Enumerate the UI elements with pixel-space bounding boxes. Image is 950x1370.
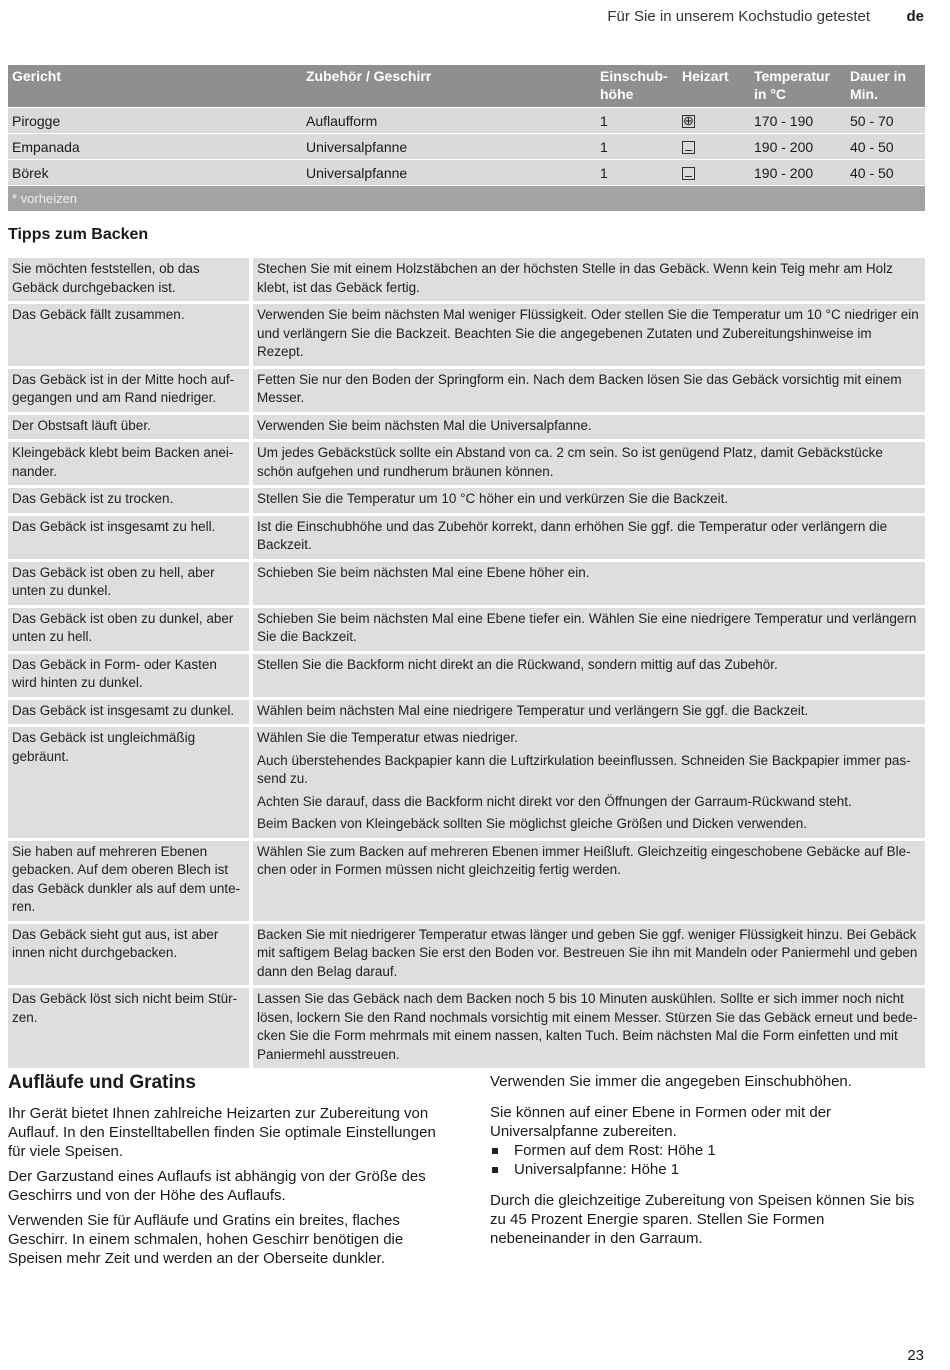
table-row bbox=[8, 108, 925, 134]
tip-solution bbox=[251, 839, 925, 922]
tip-problem: Das Gebäck ist in der Mitte hoch auf-gegangen und am Rand niedriger. bbox=[8, 367, 251, 413]
duration-cell: 40 - 50 bbox=[846, 134, 925, 160]
tip-solution bbox=[251, 560, 925, 606]
tip-problem: Kleingebäck klebt beim Backen anei-nander. bbox=[8, 441, 251, 487]
tip-solution-text: Stellen Sie die Backform nicht direkt an die Rückwand, sondern mittig auf das Zubehör. bbox=[257, 656, 778, 672]
table-header-row bbox=[8, 65, 925, 108]
level-cell: 1 bbox=[596, 160, 678, 186]
tip-solution-text: Stellen Sie die Temperatur um 10 °C höher ein und verkürzen Sie die Backzeit. bbox=[257, 491, 729, 506]
tip-solution bbox=[251, 441, 925, 487]
tip-solution bbox=[251, 652, 925, 698]
tip-problem: Sie möchten feststellen, ob das Gebäck durchgebacken ist. bbox=[8, 258, 251, 303]
tip-problem: Der Obstsaft läuft über. bbox=[8, 413, 251, 441]
tip-solution bbox=[251, 303, 925, 368]
tip-solution bbox=[251, 987, 925, 1070]
accessory-cell: Auflaufform bbox=[302, 108, 596, 134]
tip-problem: Das Gebäck ist insgesamt zu hell. bbox=[8, 514, 251, 560]
tip-solution-text: Achten Sie darauf, dass die Backform nicht direkt vor den Öffnungen der Garraum-Rückwand steht. bbox=[257, 793, 852, 809]
level-cell: 1 bbox=[596, 134, 678, 160]
section-left-column bbox=[8, 1072, 438, 1274]
section-paragraph: Verwenden Sie immer die angegeben Einschubhöhen. bbox=[490, 1073, 852, 1090]
bullet-list bbox=[490, 1141, 920, 1179]
column-header: Dauer in Min. bbox=[846, 65, 925, 108]
section-paragraph: Der Garzustand eines Auflaufs ist abhängig von der Größe des Geschirrs und von der Höhe des Auflaufs. bbox=[8, 1168, 426, 1204]
tip-problem: Das Gebäck in Form- oder Kasten wird hinten zu dunkel. bbox=[8, 652, 251, 698]
section-paragraph: Verwenden Sie für Aufläufe und Gratins ein breites, flaches Geschirr. In einem schmalen, hohen Geschirr benötigen die Speisen mehr Zeit und werden an der Oberseite dunkler. bbox=[8, 1212, 404, 1267]
column-header: Gericht bbox=[8, 65, 302, 108]
heat-cell bbox=[678, 134, 750, 160]
tips-row bbox=[8, 413, 925, 441]
tip-solution bbox=[251, 606, 925, 652]
tip-problem: Das Gebäck löst sich nicht beim Stür-zen. bbox=[8, 987, 251, 1070]
tip-solution bbox=[251, 698, 925, 726]
accessory-cell: Universalpfanne bbox=[302, 160, 596, 186]
umluft-icon bbox=[682, 115, 695, 128]
heat-cell bbox=[678, 108, 750, 134]
tip-solution bbox=[251, 922, 925, 987]
tip-solution-text: Auch überstehendes Backpapier kann die Luftzirkulation beeinflussen. Schneiden Sie Backpapier immer pas-send zu. bbox=[257, 752, 911, 786]
tips-row bbox=[8, 606, 925, 652]
tips-row bbox=[8, 652, 925, 698]
temperature-cell: 190 - 200 bbox=[750, 134, 846, 160]
table-footnote: * vorheizen bbox=[8, 186, 925, 212]
column-header: Zubehör / Geschirr bbox=[302, 65, 596, 108]
tip-solution-text: Verwenden Sie beim nächsten Mal die Universalpfanne. bbox=[257, 417, 592, 433]
list-item: Formen auf dem Rost: Höhe 1 bbox=[490, 1141, 920, 1160]
level-cell: 1 bbox=[596, 108, 678, 134]
page-header bbox=[0, 8, 950, 28]
tip-solution bbox=[251, 413, 925, 441]
tips-row bbox=[8, 258, 925, 303]
table-footnote-row bbox=[8, 186, 925, 212]
section-right-column bbox=[490, 1072, 920, 1254]
tip-solution-text: Schieben Sie beim nächsten Mal eine Ebene tiefer ein. Wählen Sie eine niedrigere Temperatur und verlängern Sie die Backzeit. bbox=[257, 610, 917, 644]
column-header: Heizart bbox=[678, 65, 750, 108]
column-header: Temperatur in °C bbox=[750, 65, 846, 108]
tip-solution-text: Verwenden Sie beim nächsten Mal weniger Flüssigkeit. Oder stellen Sie die Temperatur um 10 °C niedriger ein und verlängern Sie die Backzeit. Beachten Sie die angegebenen Zutaten und Zubereitungshinweise im Rezept. bbox=[257, 307, 919, 359]
tip-solution-text: Wählen Sie die Temperatur etwas niedriger. bbox=[257, 730, 518, 745]
tip-solution bbox=[251, 367, 925, 413]
duration-cell: 40 - 50 bbox=[846, 160, 925, 186]
tips-table bbox=[8, 258, 925, 1071]
dish-cell: Empanada bbox=[8, 134, 302, 160]
tip-problem: Das Gebäck fällt zusammen. bbox=[8, 303, 251, 368]
section-paragraph: Durch die gleichzeitige Zubereitung von Speisen können Sie bis zu 45 Prozent Energie sparen. Stellen Sie Formen nebeneinander in den Garraum. bbox=[490, 1192, 915, 1247]
tip-problem: Das Gebäck ist oben zu hell, aber unten zu dunkel. bbox=[8, 560, 251, 606]
header-title: Für Sie in unserem Kochstudio getestet bbox=[607, 8, 870, 25]
duration-cell: 50 - 70 bbox=[846, 108, 925, 134]
tip-problem: Das Gebäck ist insgesamt zu dunkel. bbox=[8, 698, 251, 726]
unterhitze-icon bbox=[682, 141, 695, 154]
tip-solution-text: Wählen beim nächsten Mal eine niedrigere Temperatur und verlängern Sie ggf. die Backzeit. bbox=[257, 702, 809, 718]
tips-row bbox=[8, 698, 925, 726]
tip-problem: Das Gebäck ist zu trocken. bbox=[8, 487, 251, 515]
tips-row bbox=[8, 514, 925, 560]
tip-solution-text: Schieben Sie beim nächsten Mal eine Ebene höher ein. bbox=[257, 564, 590, 580]
tip-solution bbox=[251, 487, 925, 515]
tip-solution-text: Beim Backen von Kleingebäck sollten Sie möglichst gleiche Größen und Dicken verwenden. bbox=[257, 816, 808, 831]
dish-cell: Börek bbox=[8, 160, 302, 186]
tips-row bbox=[8, 987, 925, 1070]
heat-cell bbox=[678, 160, 750, 186]
tip-problem: Das Gebäck ist oben zu dunkel, aber unten zu hell. bbox=[8, 606, 251, 652]
unterhitze-icon bbox=[682, 167, 695, 180]
tip-solution-text: Backen Sie mit niedrigerer Temperatur etwas länger und geben Sie ggf. weniger Flüssigkeit hinzu. Bei Gebäck mit saftigem Belag backen Sie erst den Boden vor. Bestreuen Sie ihn mit Mandeln oder Paniermehl und geben dann den Belag darauf. bbox=[257, 926, 918, 979]
list-item: Universalpfanne: Höhe 1 bbox=[490, 1160, 920, 1179]
temperature-cell: 170 - 190 bbox=[750, 108, 846, 134]
tips-row bbox=[8, 367, 925, 413]
tips-heading: Tipps zum Backen bbox=[8, 226, 149, 243]
tips-row bbox=[8, 560, 925, 606]
baking-table bbox=[8, 65, 925, 211]
column-header: Einschub-höhe bbox=[596, 65, 678, 108]
tip-problem: Das Gebäck sieht gut aus, ist aber innen nicht durchgebacken. bbox=[8, 922, 251, 987]
section-paragraph: Sie können auf einer Ebene in Formen oder mit der Universalpfanne zubereiten. bbox=[490, 1104, 832, 1140]
tips-row bbox=[8, 922, 925, 987]
dish-cell: Pirogge bbox=[8, 108, 302, 134]
tip-solution-text: Fetten Sie nur den Boden der Springform ein. Nach dem Backen lösen Sie das Gebäck vorsichtig mit einem Messer. bbox=[257, 371, 902, 405]
section-heading: Aufläufe und Gratins bbox=[8, 1072, 196, 1093]
tip-solution-text: Ist die Einschubhöhe und das Zubehör korrekt, dann erhöhen Sie ggf. die Temperatur oder verlängern die Backzeit. bbox=[257, 518, 888, 552]
tip-solution bbox=[251, 258, 925, 303]
tip-solution-text: Stechen Sie mit einem Holzstäbchen an der höchsten Stelle in das Gebäck. Wenn kein Teig mehr am Holz klebt, ist das Gebäck fertig. bbox=[257, 261, 893, 295]
tips-row bbox=[8, 303, 925, 368]
tip-problem: Sie haben auf mehreren Ebenen gebacken. Auf dem oberen Blech ist das Gebäck dunkler als auf dem unte-ren. bbox=[8, 839, 251, 922]
section-paragraph: Ihr Gerät bietet Ihnen zahlreiche Heizarten zur Zubereitung von Auflauf. In den Einstelltabellen finden Sie optimale Einstellungen für viele Speisen. bbox=[8, 1105, 436, 1160]
page-number: 23 bbox=[907, 1347, 924, 1364]
tip-solution-text: Um jedes Gebäckstück sollte ein Abstand von ca. 2 cm sein. So ist genügend Platz, damit Gebäckstücke schön aufgehen und rundherum bräunen können. bbox=[257, 445, 883, 479]
accessory-cell: Universalpfanne bbox=[302, 134, 596, 160]
tip-solution bbox=[251, 726, 925, 840]
table-row bbox=[8, 134, 925, 160]
table-row bbox=[8, 160, 925, 186]
tip-solution-text: Wählen Sie zum Backen auf mehreren Ebenen immer Heißluft. Gleichzeitig eingeschobene Gebäcke auf Ble-chen oder in Formen müssen nicht gleichzeitig fertig werden. bbox=[257, 843, 911, 877]
tip-solution bbox=[251, 514, 925, 560]
tips-row bbox=[8, 487, 925, 515]
temperature-cell: 190 - 200 bbox=[750, 160, 846, 186]
tips-row bbox=[8, 726, 925, 840]
tip-solution-text: Lassen Sie das Gebäck nach dem Backen noch 5 bis 10 Minuten auskühlen. Sollte er sich immer noch nicht lösen, lockern Sie den Rand nochmals vorsichtig mit einem Messer. Stürzen Sie das Gebäck erneut und bede-cken Sie die Form mehrmals mit einem nassen, kalten Tuch. Beim nächsten Mal die Form einfetten und mit Paniermehl ausstreuen. bbox=[257, 991, 918, 1062]
tip-problem: Das Gebäck ist ungleichmäßig gebräunt. bbox=[8, 726, 251, 840]
tips-row bbox=[8, 839, 925, 922]
tips-row bbox=[8, 441, 925, 487]
language-code: de bbox=[906, 8, 924, 25]
